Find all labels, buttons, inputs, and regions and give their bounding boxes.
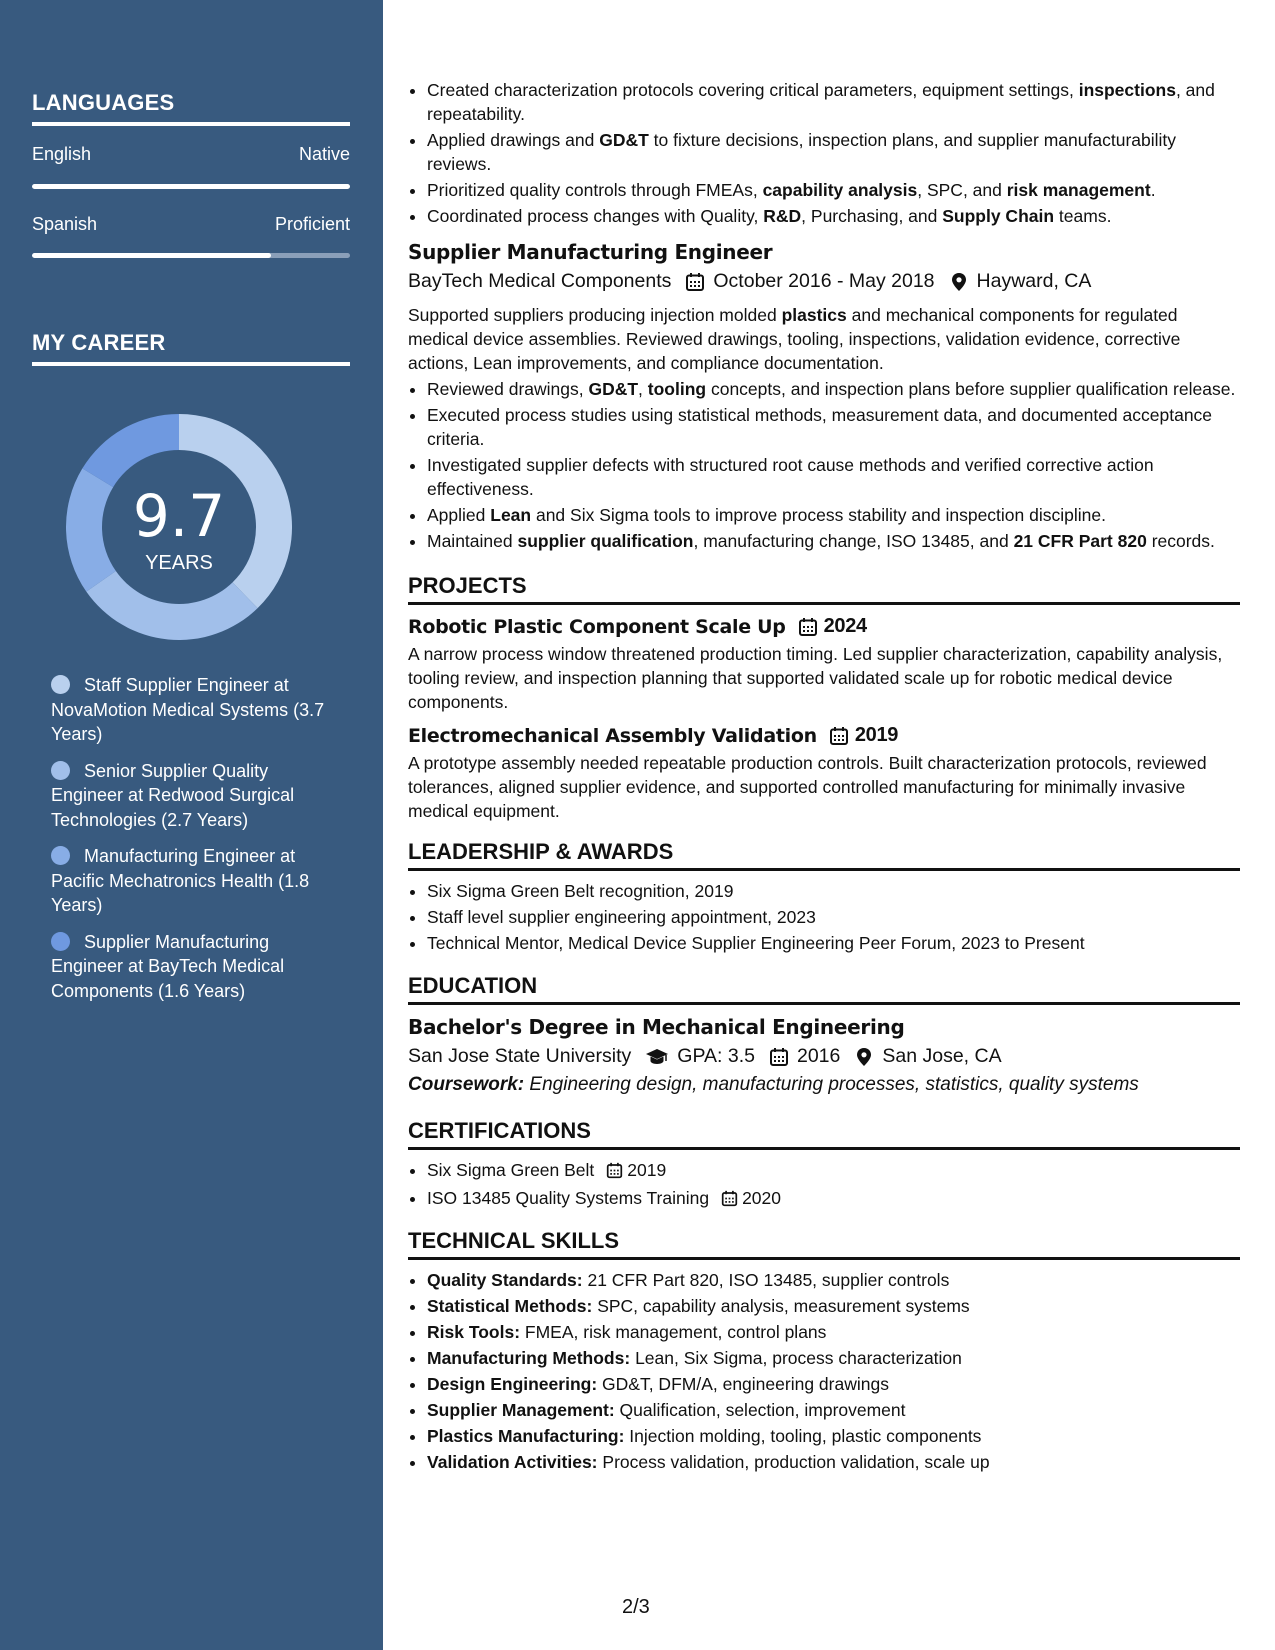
career-heading: MY CAREER [32,330,350,366]
career-item [51,844,341,918]
certifications-heading: CERTIFICATIONS [408,1118,1240,1150]
projects-heading: PROJECTS [408,573,1240,605]
page-number: 2/3 [622,1596,650,1618]
career-item-text: Senior Supplier Quality Engineer at Redwood Surgical Technologies (2.7 Years) [51,760,295,830]
calendar-icon [829,726,849,746]
project-title: Robotic Plastic Component Scale Up [408,615,786,638]
donut-segment [86,571,257,640]
leadership-item: • Staff level supplier engineering appointment, 2023 [427,905,1240,929]
skill-value: Process validation, production validation, scale up [602,1452,990,1472]
map-pin-icon [854,1047,874,1067]
skill-label: Statistical Methods: [427,1296,593,1316]
text-run: Supported suppliers producing injection molded [408,305,782,325]
language-bar [32,184,350,189]
certification-year: 2020 [742,1188,782,1208]
graduation-cap-icon [645,1047,669,1067]
certification-year: 2019 [627,1160,667,1180]
bullet-item [427,453,1240,501]
school-location: San Jose, CA [882,1045,1002,1067]
bold-run: Lean [490,505,532,525]
sidebar [0,0,383,1650]
leadership-heading: LEADERSHIP & AWARDS [408,839,1240,871]
bold-run: GD&T [588,379,639,399]
bold-run: Supply Chain [942,206,1055,226]
language-name: Spanish [32,214,98,234]
text-run: Investigated supplier defects with structured root cause methods and verified corrective action effectiveness. [427,455,1154,499]
project-year: 2019 [854,724,899,746]
skill-item [427,1398,1240,1422]
skill-value: 21 CFR Part 820, ISO 13485, supplier controls [587,1270,950,1290]
text-run: concepts, and inspection plans before supplier qualification release. [706,379,1236,399]
language-bar-fill [32,184,350,189]
skills-list [408,1268,1240,1474]
coursework-text: Engineering design, manufacturing processes, statistics, quality systems [529,1074,1139,1095]
school-name: San Jose State University [408,1045,632,1067]
text-run: , manufacturing change, ISO 13485, and [693,531,1014,551]
text-run: , Purchasing, and [801,206,943,226]
bullet-item [427,503,1240,527]
skill-value: FMEA, risk management, control plans [524,1322,827,1342]
calendar-icon [798,617,818,637]
leadership-item: • Technical Mentor, Medical Device Supplier Engineering Peer Forum, 2023 to Present [427,931,1240,955]
skill-item [427,1424,1240,1448]
bullet-item [427,204,1240,228]
calendar-icon [721,1190,738,1207]
career-legend-dot [51,932,70,951]
bold-run: supplier qualification [517,531,694,551]
skill-label: Risk Tools: [427,1322,521,1342]
career-item-text: Manufacturing Engineer at Pacific Mechatronics Health (1.8 Years) [51,846,310,915]
company-name: BayTech Medical Components [408,270,672,292]
skill-value: Lean, Six Sigma, process characterization [635,1348,962,1368]
skill-item [427,1268,1240,1292]
text-run: , [638,379,648,399]
text-run: Applied [427,505,491,525]
bold-run: GD&T [599,130,649,150]
coursework [408,1074,1240,1096]
certification-name: • Six Sigma Green Belt [427,1160,595,1180]
certification-item [427,1158,1240,1182]
calendar-icon [685,272,705,292]
project-title-row [408,615,1240,638]
language-level: Native [298,144,350,164]
skills-heading: TECHNICAL SKILLS [408,1228,1240,1260]
text-run: and Six Sigma tools to improve process stability and inspection discipline. [531,505,1106,525]
skill-label: Validation Activities: [427,1452,598,1472]
bold-run: 21 CFR Part 820 [1013,531,1147,551]
education-meta [408,1045,1240,1068]
skill-value: SPC, capability analysis, measurement systems [597,1296,970,1316]
career-item-text: Supplier Manufacturing Engineer at BayTech Medical Components (1.6 Years) [51,931,285,1001]
career-legend-dot [51,846,70,865]
gpa: GPA: 3.5 [677,1045,755,1067]
language-name: English [32,144,92,164]
skill-label: Supplier Management: [427,1400,615,1420]
job-meta [408,270,1240,293]
career-donut-chart [66,414,292,640]
leadership-list [408,879,1240,955]
text-run: records. [1146,531,1215,551]
skill-label: Quality Standards: [427,1270,583,1290]
coursework-label: Coursework: [408,1074,525,1095]
bold-run: plastics [781,305,847,325]
project-description: A prototype assembly needed repeatable production controls. Built characterization protocols, reviewed tolerances, aligned supplier evidence, and supported controlled manufacturing for minimally invasive medical equipment. [408,753,1207,821]
skill-value: GD&T, DFM/A, engineering drawings [602,1374,889,1394]
languages-heading: LANGUAGES [32,90,350,126]
years-label: YEARS [145,552,213,574]
degree-title: Bachelor's Degree in Mechanical Engineering [408,1015,905,1039]
bullet-item [427,529,1240,553]
skill-item [427,1294,1240,1318]
project-year: 2024 [823,615,867,637]
skill-item [427,1372,1240,1396]
job-location: Hayward, CA [976,270,1092,292]
text-run: and mechanical components for regulated medical device assemblies. Reviewed drawings, tooling, inspections, validation evidence, corrective actions, Lean improvements, and compliance documentation. [408,305,1181,373]
skill-item [427,1346,1240,1370]
career-legend-dot [51,675,70,694]
text-run: . [1150,180,1156,200]
graduation-year: 2016 [796,1045,841,1067]
language-bar [32,253,350,258]
career-item [51,930,341,1004]
career-item-text: Staff Supplier Engineer at NovaMotion Medical Systems (3.7 Years) [51,675,325,744]
bold-run: R&D [763,206,802,226]
text-run: to fixture decisions, inspection plans, and supplier manufacturability reviews. [427,130,1177,174]
skill-label: Plastics Manufacturing: [427,1426,625,1446]
skill-item [427,1450,1240,1474]
text-run: Prioritized quality controls through FMEAs, [427,180,763,200]
text-run: , and repeatability. [427,80,1215,124]
skill-label: Manufacturing Methods: [427,1348,631,1368]
job-title: Supplier Manufacturing Engineer [408,240,773,264]
education-heading: EDUCATION [408,973,1240,1005]
certification-item [427,1186,1240,1210]
map-pin-icon [949,272,969,292]
bullet-item [427,403,1240,451]
skill-label: Design Engineering: [427,1374,598,1394]
project-description: A narrow process window threatened production timing. Led supplier characterization, capability analysis, tooling review, and inspection planning that supported validated scale up for robotic medical device components. [408,644,1223,712]
text-run: teams. [1054,206,1112,226]
career-item [51,759,341,833]
language-row [32,144,350,165]
donut-segment [66,468,116,591]
certifications-list [408,1158,1240,1210]
projects-list [408,615,1240,823]
bullet-item [427,78,1240,126]
skill-item [427,1320,1240,1344]
previous-job-bullets [408,78,1240,228]
certification-name: • ISO 13485 Quality Systems Training [427,1188,710,1208]
language-row [32,214,350,235]
bold-run: tooling [647,379,707,399]
project-title-row [408,724,1240,747]
total-years-value: 9.7 [132,482,226,550]
bullet-item [427,178,1240,202]
calendar-icon [606,1162,623,1179]
job-bullets [408,377,1240,553]
career-item [51,673,341,747]
skill-value: Qualification, selection, improvement [619,1400,906,1420]
bold-run: inspections [1078,80,1176,100]
donut-segment [82,414,179,487]
job-summary [408,303,1240,375]
text-run: Executed process studies using statistical methods, measurement data, and documented acceptance criteria. [427,405,1213,449]
job-dates: October 2016 - May 2018 [713,270,935,292]
language-bar-fill [32,253,271,258]
bold-run: capability analysis [762,180,918,200]
career-legend-dot [51,761,70,780]
text-run: Applied drawings and [427,130,600,150]
language-level: Proficient [274,214,350,234]
text-run: , SPC, and [917,180,1007,200]
main-content [408,78,1240,1476]
text-run: Maintained [427,531,518,551]
text-run: Coordinated process changes with Quality, [427,206,764,226]
certification-row [427,1186,781,1210]
certification-row [427,1158,666,1182]
project-title: Electromechanical Assembly Validation [408,724,817,747]
text-run: Created characterization protocols covering critical parameters, equipment settings, [427,80,1079,100]
bold-run: risk management [1006,180,1151,200]
calendar-icon [769,1047,789,1067]
text-run: Reviewed drawings, [427,379,589,399]
career-list [51,673,341,1015]
skill-value: Injection molding, tooling, plastic components [629,1426,982,1446]
bullet-item [427,377,1240,401]
leadership-item: • Six Sigma Green Belt recognition, 2019 [427,879,1240,903]
bullet-item [427,128,1240,176]
